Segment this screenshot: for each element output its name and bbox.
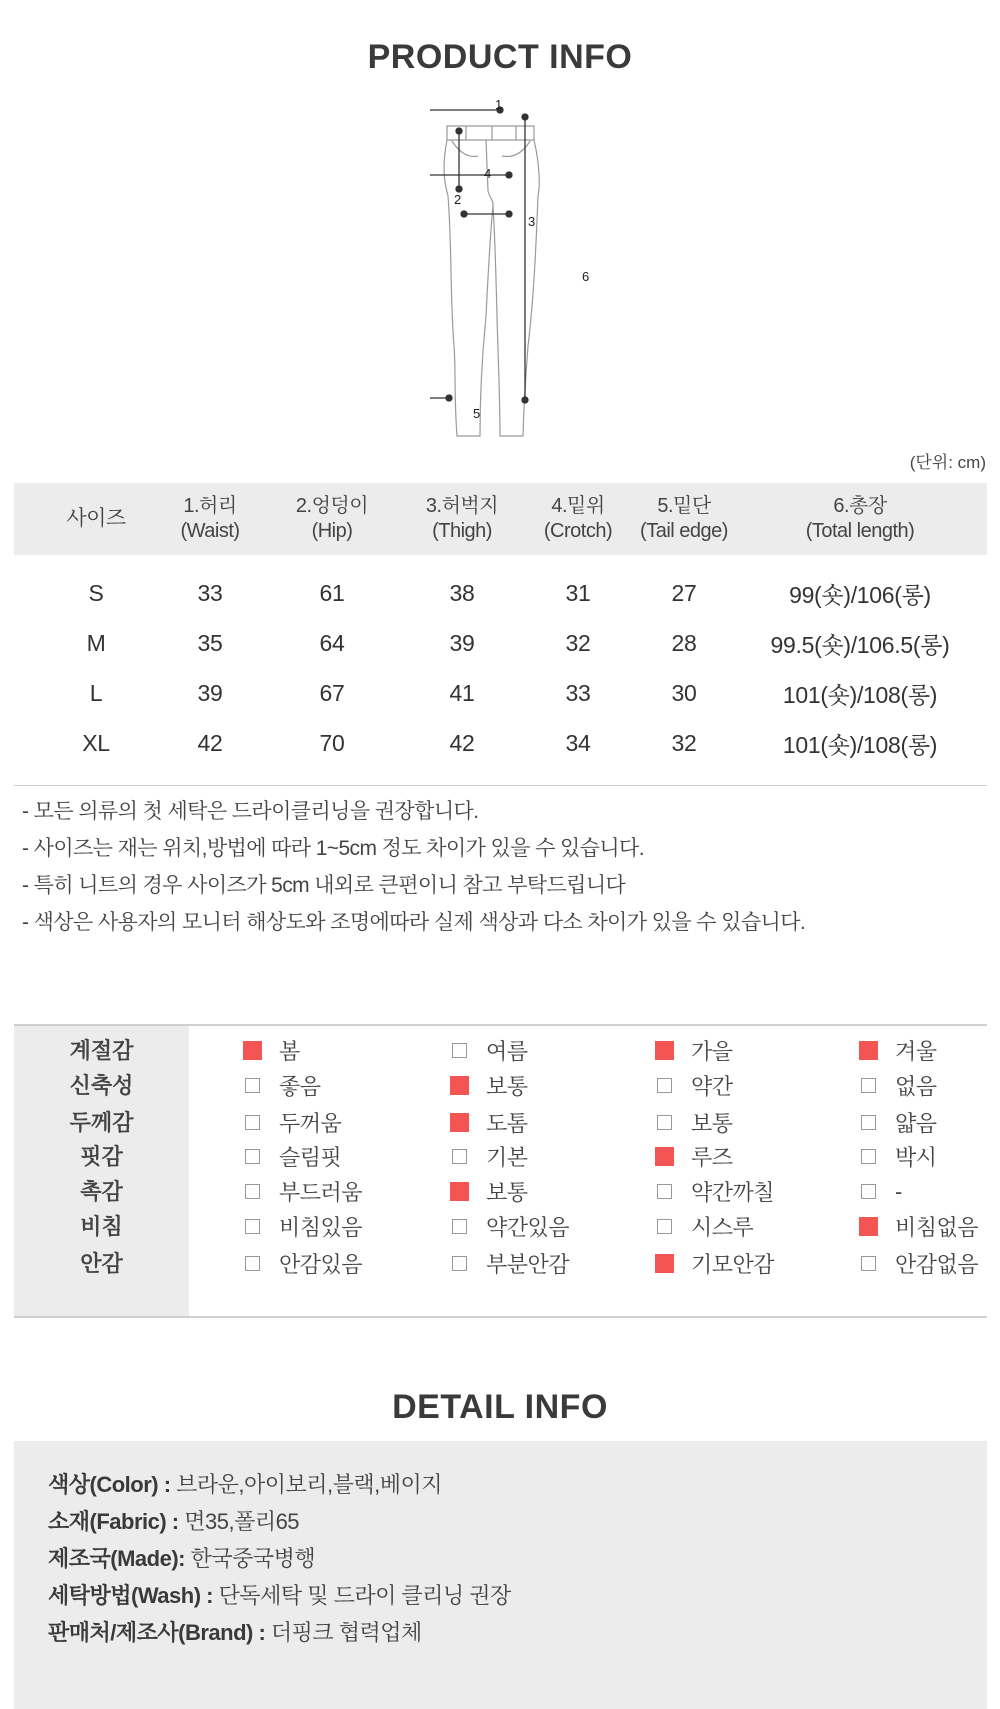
feel-option xyxy=(452,1208,569,1245)
unchecked-box-icon xyxy=(861,1256,876,1271)
unchecked-box-icon xyxy=(861,1184,876,1199)
feel-option xyxy=(452,1104,528,1141)
feel-option xyxy=(861,1138,937,1175)
feel-row-label: 안감 xyxy=(80,1251,123,1276)
feel-option xyxy=(657,1208,753,1245)
feel-option xyxy=(452,1245,569,1282)
fabric-feel-table xyxy=(14,1024,987,1318)
feel-option xyxy=(861,1067,937,1104)
feel-option-label: 시스루 xyxy=(691,1215,754,1240)
feel-option-label: 얇음 xyxy=(895,1111,937,1136)
feel-option-label: 비침없음 xyxy=(895,1215,979,1240)
diagram-number-2: 2 xyxy=(454,192,462,207)
feel-option xyxy=(245,1245,362,1282)
feel-option xyxy=(657,1067,733,1104)
diagram-number-6: 6 xyxy=(582,269,590,284)
unchecked-box-icon xyxy=(452,1256,467,1271)
checked-box-icon xyxy=(243,1041,262,1060)
feel-row xyxy=(14,1067,987,1104)
checked-box-icon xyxy=(859,1041,878,1060)
feel-option xyxy=(861,1032,937,1069)
tail-edge-cell: 30 xyxy=(671,679,697,706)
total-length-cell: 101(숏)/108(롱) xyxy=(782,731,938,758)
header-total-length: 6.총장 (Total length) xyxy=(805,495,915,542)
feel-option-label: 부드러움 xyxy=(279,1180,363,1205)
feel-option xyxy=(452,1138,528,1175)
feel-row xyxy=(14,1173,987,1210)
size-cell: S xyxy=(88,579,104,606)
feel-option-label: 두꺼움 xyxy=(279,1111,342,1136)
checked-box-icon xyxy=(859,1217,878,1236)
feel-option-label: 루즈 xyxy=(691,1145,733,1170)
feel-option xyxy=(657,1104,733,1141)
feel-option xyxy=(657,1173,774,1210)
checked-box-icon xyxy=(450,1113,469,1132)
feel-option-label: 도톰 xyxy=(486,1111,528,1136)
unchecked-box-icon xyxy=(245,1115,260,1130)
waist-cell: 33 xyxy=(197,579,223,606)
feel-option-label: 약간까칠 xyxy=(691,1180,775,1205)
thigh-cell: 38 xyxy=(449,579,475,606)
header-hip: 2.엉덩이 (Hip) xyxy=(295,495,369,542)
unit-label: (단위: cm) xyxy=(909,453,986,472)
unchecked-box-icon xyxy=(245,1149,260,1164)
detail-row-made: 제조국(Made): 한국중국병행 xyxy=(48,1546,316,1571)
tail-edge-cell: 27 xyxy=(671,579,697,606)
detail-row-brand: 판매처/제조사(Brand) : 더핑크 협력업체 xyxy=(48,1620,422,1645)
feel-option xyxy=(452,1067,528,1104)
crotch-cell: 32 xyxy=(565,629,591,656)
feel-option-label: 슬림핏 xyxy=(279,1145,342,1170)
table-row xyxy=(14,668,987,718)
feel-option-label: 안감있음 xyxy=(279,1252,363,1277)
diagram-number-5: 5 xyxy=(473,406,481,421)
feel-row xyxy=(14,1138,987,1175)
feel-option xyxy=(657,1245,774,1282)
table-row xyxy=(14,568,987,618)
feel-option xyxy=(245,1067,321,1104)
feel-row xyxy=(14,1245,987,1282)
feel-row-label: 두께감 xyxy=(69,1110,134,1135)
size-table xyxy=(14,483,987,786)
checked-box-icon xyxy=(655,1041,674,1060)
feel-row-label: 계절감 xyxy=(69,1038,134,1063)
unchecked-box-icon xyxy=(245,1219,260,1234)
size-table-header xyxy=(14,483,987,555)
note-item: - 특히 니트의 경우 사이즈가 5cm 내외로 큰편이니 참고 부탁드립니다 xyxy=(22,874,626,897)
feel-option xyxy=(245,1032,300,1069)
diagram-number-3: 3 xyxy=(528,214,536,229)
header-thigh: 3.허벅지 (Thigh) xyxy=(425,495,499,542)
feel-option-label: 가을 xyxy=(691,1039,733,1064)
header-waist: 1.허리 (Waist) xyxy=(180,495,240,542)
unchecked-box-icon xyxy=(657,1115,672,1130)
feel-row xyxy=(14,1208,987,1245)
checked-box-icon xyxy=(450,1076,469,1095)
feel-option-label: 기본 xyxy=(486,1145,528,1170)
feel-option xyxy=(861,1104,937,1141)
feel-option xyxy=(245,1208,362,1245)
unchecked-box-icon xyxy=(861,1078,876,1093)
note-item: - 사이즈는 재는 위치,방법에 따라 1~5cm 정도 차이가 있을 수 있습니다. xyxy=(22,837,644,860)
tail-edge-cell: 28 xyxy=(671,629,697,656)
checked-box-icon xyxy=(655,1147,674,1166)
table-row xyxy=(14,718,987,768)
total-length-cell: 101(숏)/108(롱) xyxy=(782,681,938,708)
feel-row-label: 신축성 xyxy=(69,1073,134,1098)
feel-row xyxy=(14,1032,987,1069)
unchecked-box-icon xyxy=(861,1115,876,1130)
feel-option-label: 약간 xyxy=(691,1074,733,1099)
feel-row xyxy=(14,1104,987,1141)
hip-cell: 70 xyxy=(319,729,345,756)
tail-edge-cell: 32 xyxy=(671,729,697,756)
feel-option xyxy=(245,1104,341,1141)
unchecked-box-icon xyxy=(452,1219,467,1234)
size-cell: L xyxy=(89,679,103,706)
feel-option-label: 여름 xyxy=(486,1039,528,1064)
feel-option-label: 안감없음 xyxy=(895,1252,979,1277)
crotch-cell: 33 xyxy=(565,679,591,706)
feel-option-label: 부분안감 xyxy=(486,1252,570,1277)
detail-row-wash: 세탁방법(Wash) : 단독세탁 및 드라이 클리닝 권장 xyxy=(48,1583,511,1608)
unchecked-box-icon xyxy=(657,1184,672,1199)
total-length-cell: 99.5(숏)/106.5(롱) xyxy=(770,631,950,658)
detail-info-box xyxy=(14,1441,987,1709)
feel-option xyxy=(452,1173,528,1210)
total-length-cell: 99(숏)/106(롱) xyxy=(789,581,931,608)
feel-option xyxy=(657,1032,733,1069)
feel-option-label: - xyxy=(895,1178,902,1204)
feel-option-label: 비침있음 xyxy=(279,1215,363,1240)
feel-option-label: 보통 xyxy=(691,1111,733,1136)
feel-option-label: 좋음 xyxy=(279,1074,321,1099)
feel-row-label: 촉감 xyxy=(80,1179,123,1204)
detail-row-color: 색상(Color) : 브라운,아이보리,블랙,베이지 xyxy=(48,1472,443,1497)
feel-option xyxy=(245,1173,362,1210)
feel-option xyxy=(861,1245,978,1282)
notes-list xyxy=(22,793,805,941)
hip-cell: 61 xyxy=(319,579,345,606)
unchecked-box-icon xyxy=(245,1256,260,1271)
thigh-cell: 39 xyxy=(449,629,475,656)
header-crotch: 4.밑위 (Crotch) xyxy=(543,495,613,542)
detail-info-title: DETAIL INFO xyxy=(392,1388,608,1426)
unchecked-box-icon xyxy=(657,1219,672,1234)
diagram-number-4: 4 xyxy=(484,166,492,181)
size-cell: M xyxy=(86,629,106,656)
waist-cell: 39 xyxy=(197,679,223,706)
unchecked-box-icon xyxy=(657,1078,672,1093)
header-size: 사이즈 xyxy=(66,506,126,530)
size-table-body xyxy=(14,555,987,786)
checked-box-icon xyxy=(450,1182,469,1201)
unchecked-box-icon xyxy=(245,1184,260,1199)
product-info-title: PRODUCT INFO xyxy=(367,38,633,76)
feel-option-label: 기모안감 xyxy=(691,1252,775,1277)
size-cell: XL xyxy=(82,729,110,756)
note-item: - 색상은 사용자의 모니터 해상도와 조명에따라 실제 색상과 다소 차이가 있을 수 있습니다. xyxy=(22,911,806,934)
feel-option-label: 봄 xyxy=(279,1039,300,1064)
feel-option-label: 박시 xyxy=(895,1145,937,1170)
waist-cell: 42 xyxy=(197,729,223,756)
feel-row-label: 핏감 xyxy=(80,1144,123,1169)
unchecked-box-icon xyxy=(452,1043,467,1058)
detail-row-fabric: 소재(Fabric) : 면35,폴리65 xyxy=(48,1509,300,1534)
feel-option-label: 겨울 xyxy=(895,1039,937,1064)
feel-option-label: 보통 xyxy=(486,1180,528,1205)
thigh-cell: 42 xyxy=(449,729,475,756)
table-row xyxy=(14,618,987,668)
crotch-cell: 34 xyxy=(565,729,591,756)
hip-cell: 67 xyxy=(319,679,345,706)
unchecked-box-icon xyxy=(245,1078,260,1093)
feel-row-label: 비침 xyxy=(80,1214,123,1239)
feel-option xyxy=(861,1208,978,1245)
feel-option xyxy=(245,1138,341,1175)
unchecked-box-icon xyxy=(452,1149,467,1164)
feel-option xyxy=(657,1138,733,1175)
feel-option-label: 없음 xyxy=(895,1074,937,1099)
feel-option-label: 약간있음 xyxy=(486,1215,570,1240)
waist-cell: 35 xyxy=(197,629,223,656)
feel-option xyxy=(861,1173,902,1210)
hip-cell: 64 xyxy=(319,629,345,656)
checked-box-icon xyxy=(655,1254,674,1273)
feel-option xyxy=(452,1032,528,1069)
note-item: - 모든 의류의 첫 세탁은 드라이클리닝을 권장합니다. xyxy=(22,800,479,823)
diagram-number-1: 1 xyxy=(495,97,503,112)
unchecked-box-icon xyxy=(861,1149,876,1164)
thigh-cell: 41 xyxy=(449,679,475,706)
crotch-cell: 31 xyxy=(565,579,591,606)
header-tail-edge: 5.밑단 (Tail edge) xyxy=(640,495,728,542)
feel-option-label: 보통 xyxy=(486,1074,528,1099)
